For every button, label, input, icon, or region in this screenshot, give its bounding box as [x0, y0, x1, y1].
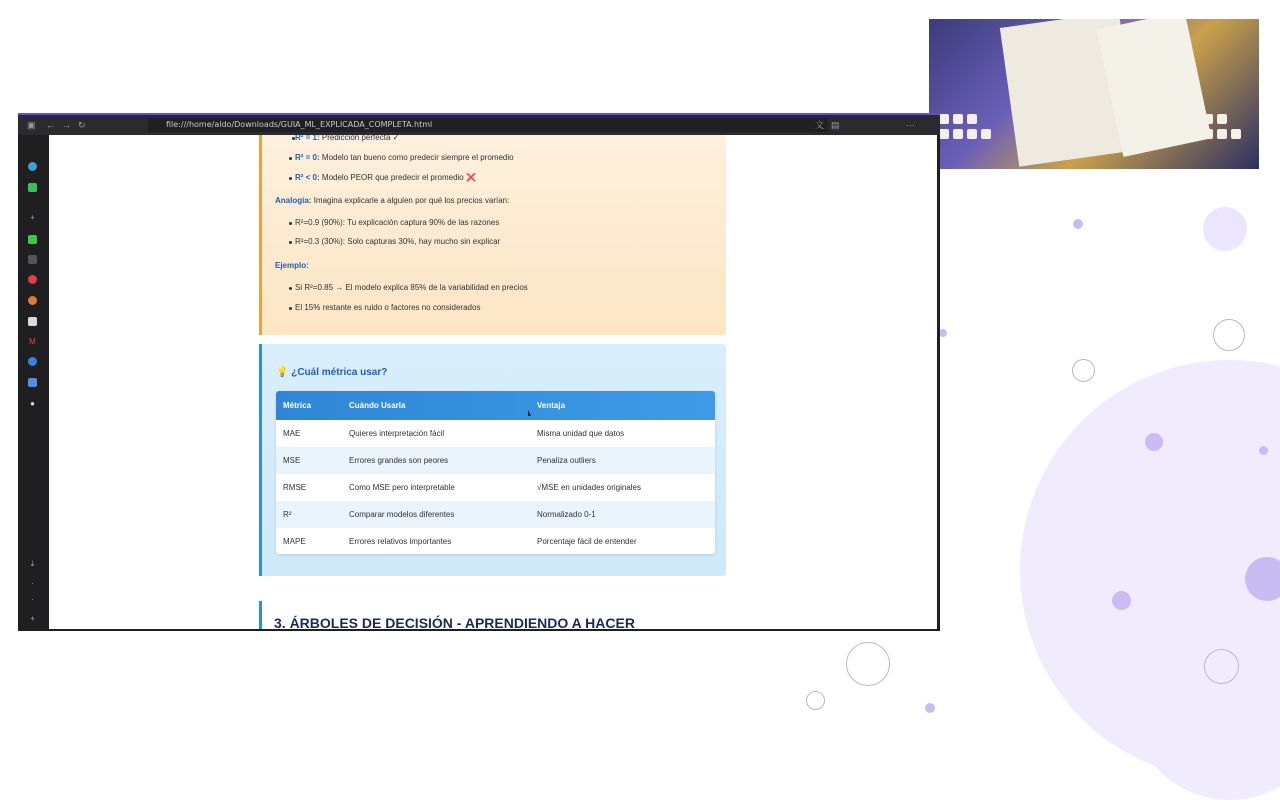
example-label: Ejemplo:	[275, 261, 309, 270]
decor-circle	[1203, 207, 1247, 251]
url-text[interactable]: file:///home/aldo/Downloads/GUIA_ML_EXPLICADA_COMPLETA.html	[166, 120, 433, 129]
download-icon[interactable]: ⤓	[30, 559, 35, 568]
column-header: Métrica	[283, 401, 312, 410]
table-cell: Penaliza outliers	[537, 456, 596, 465]
keyboard-key	[1217, 129, 1227, 139]
table-row	[276, 501, 715, 528]
app-icon[interactable]	[28, 183, 37, 192]
decor-ring	[1213, 319, 1245, 351]
table-cell: Errores relativos importantes	[349, 537, 452, 546]
analogy-line	[275, 196, 509, 205]
keyboard-key	[981, 129, 991, 139]
analogy-label: Analogía:	[275, 196, 312, 205]
example-item: El 15% restante es ruido o factores no considerados	[295, 303, 481, 312]
app-icon[interactable]	[28, 162, 37, 171]
translate-icon[interactable]: 文	[815, 120, 825, 130]
table-row	[276, 474, 715, 501]
keyboard-key	[939, 129, 949, 139]
app-icon[interactable]	[28, 378, 37, 387]
table-cell: R²	[283, 510, 292, 519]
keyboard-key	[967, 114, 977, 124]
table-row	[276, 420, 715, 447]
table-cell: √MSE en unidades originales	[537, 483, 642, 492]
table-cell: Errores grandes son peores	[349, 456, 449, 465]
analogy-text: Imagina explicarle a alguien por qué los precios varían:	[313, 196, 510, 205]
table-cell: RMSE	[283, 483, 307, 492]
column-header: Cuándo Usarla	[349, 401, 406, 410]
bullet	[289, 177, 292, 180]
table-cell: Porcentaje fácil de entender	[537, 537, 637, 546]
dot-icon: ·	[31, 595, 34, 604]
decor-ring	[1204, 649, 1239, 684]
decor-dot	[1145, 433, 1163, 451]
bullet	[289, 241, 292, 244]
table-header	[276, 391, 715, 420]
table-cell: Como MSE pero interpretable	[349, 483, 455, 492]
decor-dot	[1073, 219, 1083, 229]
list-item-key: R² = 1:	[295, 135, 320, 142]
table-cell: MAE	[283, 429, 301, 438]
keyboard-key	[967, 129, 977, 139]
webcam-overlay	[929, 19, 1259, 169]
app-icon[interactable]	[28, 235, 37, 244]
keyboard-key	[1231, 129, 1241, 139]
forward-icon[interactable]: →	[62, 120, 71, 130]
keyboard-key	[953, 114, 963, 124]
example-item: Si R²=0.85 → El modelo explica 85% de la variabilidad en precios	[295, 283, 528, 292]
keyboard-key	[1203, 114, 1213, 124]
metrics-table	[276, 391, 715, 554]
table-cell: Comparar modelos diferentes	[349, 510, 455, 519]
keyboard-key	[1203, 129, 1213, 139]
back-icon[interactable]: ←	[46, 120, 55, 130]
list-item-text: Modelo tan bueno como predecir siempre el promedio	[321, 153, 514, 162]
card-title: 💡 ¿Cuál métrica usar?	[276, 367, 388, 378]
list-item-key: R² < 0:	[295, 173, 320, 182]
reload-icon[interactable]: ↻	[78, 120, 86, 130]
menu-icon[interactable]: ⋯	[906, 120, 915, 130]
keyboard-key	[1189, 114, 1199, 124]
section-heading: 3. ÁRBOLES DE DECISIÓN - APRENDIENDO A HACER	[274, 615, 635, 629]
sidebar-toggle-icon[interactable]: ▣	[27, 120, 36, 130]
next-section	[259, 601, 726, 629]
bullet	[289, 157, 292, 160]
decor-ring	[1072, 359, 1095, 382]
dot-icon: ·	[31, 579, 34, 588]
app-icon[interactable]	[28, 296, 37, 305]
table-row	[276, 528, 715, 554]
bullet	[289, 222, 292, 225]
bullet	[289, 307, 292, 310]
github-icon[interactable]: ●	[30, 399, 35, 408]
analogy-item: R²=0.9 (90%): Tu explicación captura 90% de las razones	[295, 218, 500, 227]
list-item-text: Modelo PEOR que predecir el promedio ❌	[321, 173, 476, 182]
app-icon[interactable]	[28, 317, 37, 326]
r2-explanation-card	[259, 135, 726, 335]
table-cell: MSE	[283, 456, 301, 465]
decor-ring	[806, 691, 825, 710]
keyboard-key	[1217, 114, 1227, 124]
table-cell: MAPE	[283, 537, 306, 546]
decor-dot	[925, 703, 935, 713]
table-row	[276, 447, 715, 474]
bullet	[289, 287, 292, 290]
gmail-icon[interactable]: M	[29, 337, 36, 346]
decor-ring	[846, 642, 890, 686]
decor-dot	[1112, 591, 1131, 610]
analogy-item: R²=0.3 (30%): Solo capturas 30%, hay mucho sin explicar	[295, 237, 501, 246]
table-cell: Misma unidad que datos	[537, 429, 625, 438]
list-item-text: Predicción perfecta ✓	[321, 135, 400, 142]
browser-window	[18, 113, 940, 631]
list-item	[295, 153, 514, 162]
app-icon[interactable]	[28, 255, 37, 264]
reader-icon[interactable]: ▤	[831, 120, 840, 130]
address-bar[interactable]	[148, 118, 828, 132]
keyboard-key	[1189, 129, 1199, 139]
page-viewport	[49, 135, 937, 629]
add-icon[interactable]: +	[30, 614, 35, 623]
decor-dot	[1259, 446, 1268, 455]
keyboard-key	[939, 114, 949, 124]
mouse-cursor	[528, 410, 531, 416]
add-icon[interactable]: +	[30, 213, 35, 222]
list-item	[295, 135, 399, 142]
keyboard-key	[953, 129, 963, 139]
app-icon[interactable]	[28, 357, 37, 366]
metric-selection-card	[259, 344, 726, 576]
table-cell: Normalizado 0-1	[537, 510, 596, 519]
column-header: Ventaja	[537, 401, 566, 410]
decor-dot	[939, 329, 947, 337]
table-cell: Quieres interpretación fácil	[349, 429, 445, 438]
list-item	[295, 173, 476, 182]
list-item-key: R² = 0:	[295, 153, 320, 162]
app-icon[interactable]	[28, 275, 37, 284]
browser-toolbar	[18, 115, 940, 135]
browser-sidebar	[18, 135, 48, 629]
